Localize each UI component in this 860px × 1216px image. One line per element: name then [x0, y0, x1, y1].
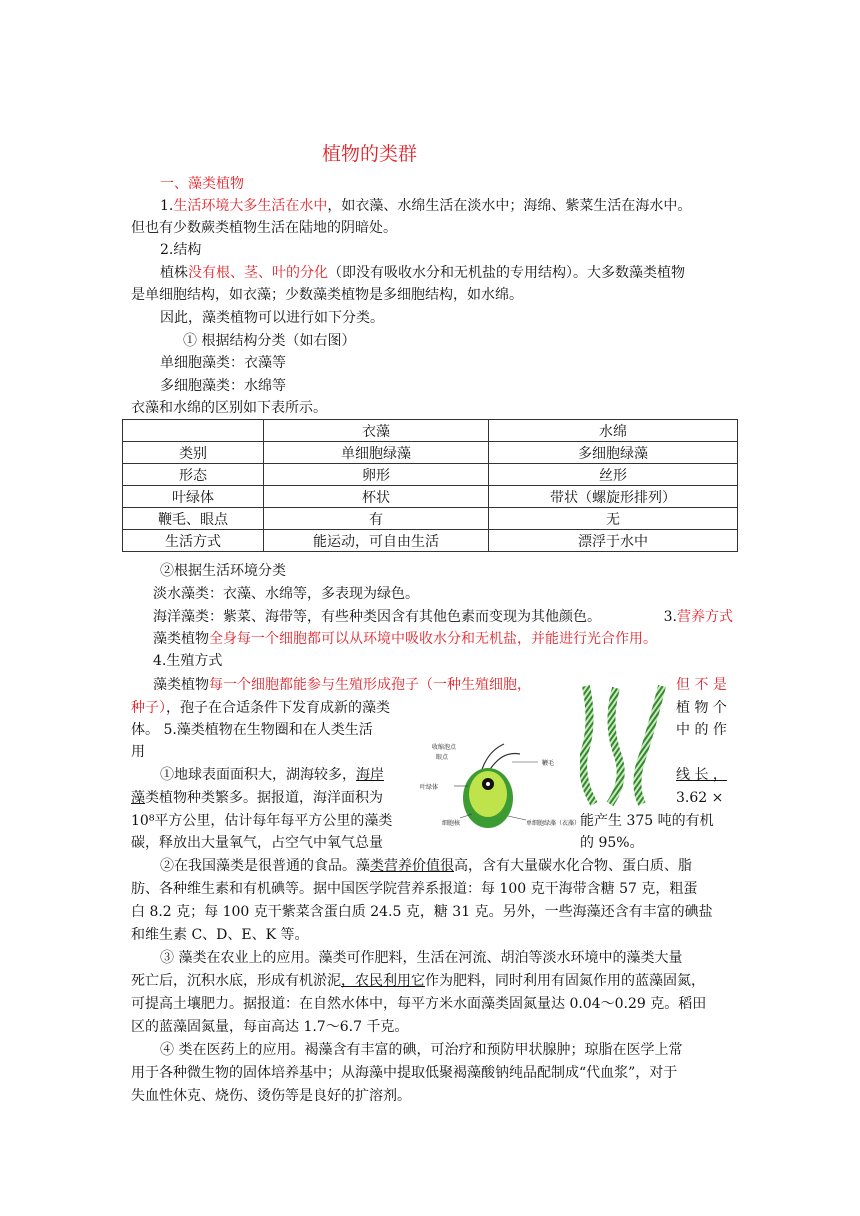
paragraph: 区的蓝藻固氮量，每亩高达 1.7～6.7 千克。 [131, 1019, 409, 1035]
table-cell: 单细胞绿藻 [264, 442, 489, 464]
table-cell: 生活方式 [123, 530, 264, 552]
table-header-row [123, 420, 738, 442]
text: 植 物 个 [676, 700, 727, 716]
figure-label: 叶绿体 [420, 784, 439, 791]
paragraph [153, 628, 753, 650]
paragraph: ① 根据结构分类（如右图） [183, 333, 356, 349]
paragraph: ④ 类在医药上的应用。褐藻含有丰富的碘，可治疗和预防甲状腺肿；琼脂在医学上常 [160, 1042, 683, 1058]
text: ，孢子在合适条件下发育成新的藻类 [166, 700, 390, 716]
paragraph: 淡水藻类：衣藻、水绵等，多表现为绿色。 [153, 586, 419, 602]
underlined-text: 类营养价值很 [370, 858, 454, 874]
table-cell: 能运动，可自由生活 [264, 530, 489, 552]
highlight-text: 种子） [131, 700, 166, 716]
comparison-table [122, 419, 738, 552]
paragraph: 2.结构 [160, 242, 202, 258]
paragraph: 用 [131, 744, 145, 760]
paragraph: 体。 5.藻类植物在生物圈和在人类生活 [131, 722, 373, 738]
highlight-text: 营养方式 [677, 609, 733, 625]
text: 海洋藻类：紫菜、海带等，有些种类因含有其他色素而变现为其他颜色。 [153, 609, 601, 625]
text: ①地球表面面积大，湖海较多， [160, 767, 356, 783]
paragraph: 是单细胞结构，如衣藻；少数藻类植物是多细胞结构，如水绵。 [131, 287, 523, 303]
table-row [123, 508, 738, 530]
underlined-text: 海岸 [356, 767, 384, 783]
text: 但 不 是 [676, 677, 727, 693]
spirogyra-illustration [580, 684, 670, 806]
table-cell: 丝形 [489, 464, 738, 486]
table-cell: 水绵 [489, 420, 738, 442]
table-cell: 类别 [123, 442, 264, 464]
text: 能产生 375 吨的有机 [580, 813, 714, 829]
text: 1. [160, 198, 174, 214]
text: 藻类植物 [153, 631, 209, 647]
paragraph [160, 195, 760, 217]
table-row [123, 442, 738, 464]
table-cell: 衣藻 [264, 420, 489, 442]
paragraph: 碳，释放出大量氧气，占空气中氧气总量 [131, 835, 383, 851]
paragraph: 4.生殖方式 [153, 653, 223, 669]
paragraph: 和维生素 C、D、E、K 等。 [131, 927, 309, 943]
page-title: 植物的类群 [322, 143, 418, 165]
text: （即没有吸收水分和无机盐的专用结构）。大多数藻类植物 [328, 265, 685, 281]
paragraph: 失血性休克、烧伤、烫伤等是良好的扩溶剂。 [131, 1088, 411, 1104]
paragraph: 但也有少数蕨类植物生活在陆地的阴暗处。 [131, 220, 397, 236]
text: 中 的 作 [676, 722, 727, 738]
text: 3. [663, 609, 677, 625]
underlined-text: 线 长 ， [676, 767, 727, 783]
paragraph: 用于各种微生物的固体培养基中；从海藻中提取低聚褐藻酸钠纯品配制成“代血浆”，对于 [131, 1065, 678, 1081]
paragraph: 衣藻和水绵的区别如下表所示。 [131, 400, 327, 416]
highlight-text: 生活环境大多生活在水中 [173, 198, 328, 214]
text: 类植物种类繁多。据报道，海洋面积为 [145, 790, 383, 806]
text: 高，含有大量碳水化合物、蛋白质、脂 [454, 858, 692, 874]
paragraph [153, 606, 733, 628]
paragraph [160, 855, 760, 877]
table-cell: 叶绿体 [123, 486, 264, 508]
table-cell: 鞭毛、眼点 [123, 508, 264, 530]
table-row [123, 486, 738, 508]
figure-label: 细胞核 [442, 820, 461, 827]
table-row [123, 530, 738, 552]
table-cell [123, 420, 264, 442]
highlight-text: 全身每一个细胞都可以从环境中吸收水分和无机盐，并能进行光合作用。 [209, 631, 657, 647]
table-cell: 带状（螺旋形排列） [489, 486, 738, 508]
table-cell: 杯状 [264, 486, 489, 508]
figure-label: 鞭毛 [542, 760, 555, 767]
paragraph: ③ 藻类在农业上的应用。藻类可作肥料，生活在河流、胡泊等淡水环境中的藻类大量 [160, 950, 683, 966]
highlight-text: 每一个细胞都能参与生殖形成孢子（一种生殖细胞， [209, 677, 531, 693]
figure-label: 单细胞绿藻（衣藻） [526, 820, 581, 827]
paragraph: 白 8.2 克；每 100 克干紫菜含蛋白质 24.5 克，糖 31 克。另外，一些海藻还含有丰富的碘盐 [131, 904, 713, 920]
underlined-text: 藻 [131, 790, 145, 806]
paragraph: 单细胞藻类：衣藻等 [160, 355, 286, 371]
table-cell: 有 [264, 508, 489, 530]
table-cell: 无 [489, 508, 738, 530]
table-cell: 形态 [123, 464, 264, 486]
figure-label: 眼点 [436, 754, 449, 761]
paragraph: 因此，藻类植物可以进行如下分类。 [160, 310, 384, 326]
table-cell: 卵形 [264, 464, 489, 486]
paragraph [131, 970, 731, 992]
text: 死亡后，沉积水底，形成有机淤泥 [131, 973, 341, 989]
table-cell: 漂浮于水中 [489, 530, 738, 552]
text: 的 95%。 [580, 835, 644, 851]
paragraph: 多细胞藻类：水绵等 [160, 378, 286, 394]
table-row [123, 464, 738, 486]
section-heading: 一、藻类植物 [160, 176, 244, 192]
paragraph: ②根据生活环境分类 [160, 563, 286, 579]
paragraph: 10⁸平方公里，估计每年每平方公里的藻类 [131, 813, 393, 829]
table-cell: 多细胞绿藻 [489, 442, 738, 464]
underlined-text: ，农民利用它 [341, 973, 425, 989]
paragraph [160, 262, 760, 284]
text: 3.62 × [676, 790, 724, 806]
paragraph: 肪、各种维生素和有机碘等。据中国医学院营养系报道：每 100 克干海带含糖 57 克，粗蛋 [131, 881, 698, 897]
text: ，如衣藻、水绵生活在淡水中；海绵、紫菜生活在海水中。 [327, 198, 692, 214]
chlamydomonas-figure [420, 738, 580, 830]
text: ②在我国藻类是很普通的食品。藻 [160, 858, 370, 874]
highlight-text: 没有根、茎、叶的分化 [188, 265, 328, 281]
text: 植株 [160, 265, 188, 281]
paragraph: 可提高土壤肥力。据报道：在自然水体中，每平方米水面藻类固氮量达 0.04～0.29 克。稻田 [131, 996, 707, 1012]
figure-label: 收缩泡点 [432, 744, 457, 751]
spirogyra-figure [580, 684, 670, 806]
text: 作为肥料，同时利用有固氮作用的蓝藻固氮， [425, 973, 705, 989]
text: 藻类植物 [153, 677, 209, 693]
